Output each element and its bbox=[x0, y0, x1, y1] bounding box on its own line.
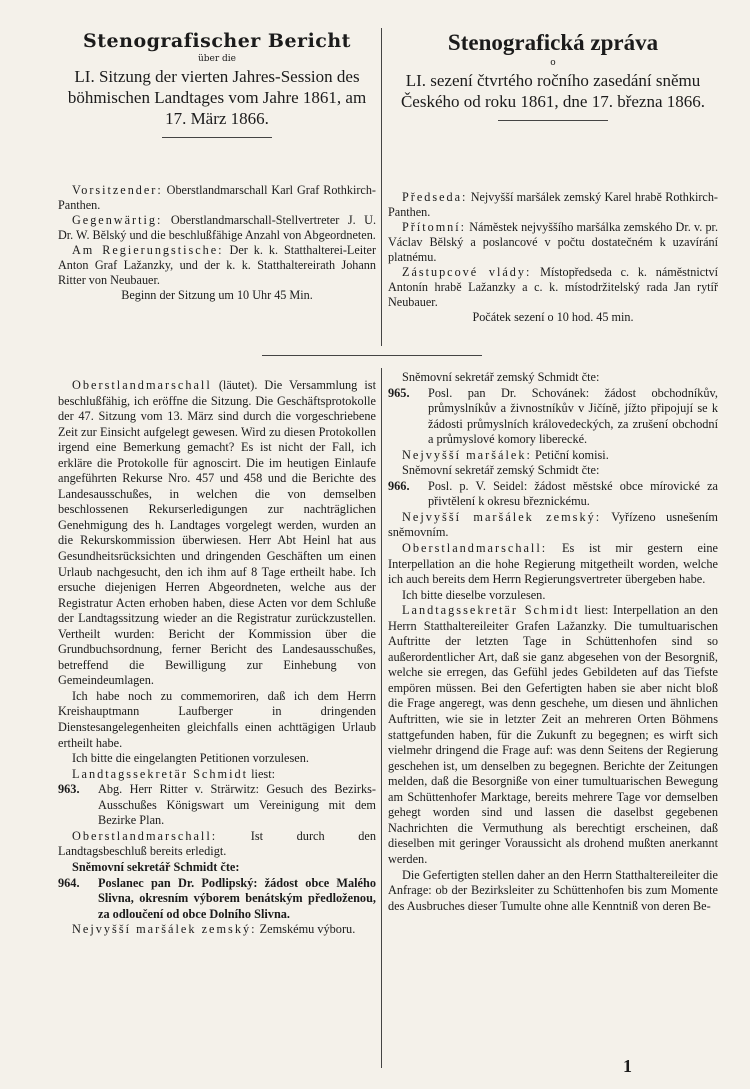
petition-number: 965. bbox=[388, 385, 410, 400]
speech-text: (läutet). Die Versammlung ist beschlußfähig, ich eröffne die Sitzung. Die Geschäftsprotokolle der 47. Sitzung vom 13. März sind durch die vorgeschriebene Zeit zur Einsicht aufgelegt gewesen. Wird zu diesen Protokollen irgend eine Bemerkung gemacht? Es ist nicht der Fall, ich erkläre die Protokolle für agnoscirt. Die im heutigen Einlaufe angeführten Rekurse Nro. 457 und 458 und die Berichte des Landesausschußes, in welchen die von demselben beschlossenen Rekurserledigungen zur nachträglichen Genehmigung des h. Landtages vorgelegt werden, wurden an die Rekurskommission überwiesen. Herr Abt Heinl hat aus Gesundheitsrücksichten und dringenden Geschäften um einen Urlaub nachgesucht, den ich ihm auf 8 Tage ertheilt habe. Ich ersuche diejenigen Herren Abgeordneten, welche aus der Registratur Acten erhoben haben, diese Acten vor dem Schluße der Landtagssitzung wieder an die Registratur zurückzustellen. Vertheilt wurden: Bericht der Kommission über die Grundbuchsordnung, ferner Bericht des Landesausschußes, betreffend die Bewilligung zur Einhebung von Gemeindeumlagen. bbox=[58, 378, 376, 688]
german-session-title: LI. Sitzung der vierten Jahres-Session des böhmischen Landtages vom Jahre 1861, am 17. März 1866. bbox=[67, 67, 367, 128]
petition-number: 966. bbox=[388, 478, 410, 493]
speaker: Landtagssekretär Schmidt bbox=[402, 603, 580, 618]
speech-text: liest: Interpellation an den Herrn Statthaltereileiter Grafen Lažanzky. Die tumultuarischen Auftritte der letzten Tage in Schüttenhofen sind so außerordentlicher Art, daß sie ganz abgesehen von der Besorgniß, welche sie erregen, das Gefühl jedes Gebildeten auf das Tiefste empören müssen. Bei den Gefertigten haben sie aber nicht bloß die Frage angeregt, was denn geschehe, um diesen und ähnlichen Auftritten, wie sie in letzter Zeit an mehreren Orten Böhmens stattgefunden haben, für die Zukunft zu begegnen; es wirft sich vielmehr dringend die Frage auf: was denn Seitens der Regierung geschehen ist, um denselben zu begegnen. Berichte der Zeitungen melden, daß die Besorgniße von einer tumultuarischen Bewegung am Schüttenhofer Marktage, bereits mehrere Tage vor demselben gehegt worden sind und lassen die daselbst gegebenen Nachrichten die Vermuthung als berechtigt erscheinen, daß dieselben mit geringer Voraussicht als drohend mußten anerkannt werden. bbox=[388, 603, 718, 866]
presence-label: Gegenwärtig: bbox=[72, 213, 163, 227]
petition-item bbox=[58, 876, 376, 923]
speech-text: Petiční komisi. bbox=[531, 447, 609, 462]
petition-text: Abg. Herr Ritter v. Strärwitz: Gesuch des Bezirks-Ausschußes Königswart um Vereinigung mit dem Bezirke Plan. bbox=[98, 782, 376, 828]
speaker: Nejvyšší maršálek: bbox=[402, 447, 532, 462]
paragraph: Ich habe noch zu commemoriren, daß ich dem Herrn Kreishauptmann Laufberger in dringenden Dienstesangelegenheiten gleichfalls einen achttägigen Urlaub ertheilt habe. bbox=[58, 688, 376, 750]
speech-text: Ist durch den Landtagsbeschluß bereits erledigt. bbox=[58, 828, 376, 859]
session-start: Beginn der Sitzung um 10 Uhr 45 Min. bbox=[121, 288, 313, 302]
presence-czech bbox=[388, 190, 718, 325]
paragraph: Sněmovní sekretář zemský Schmidt čte: bbox=[402, 370, 600, 384]
petition-number: 964. bbox=[58, 875, 80, 890]
column-divider-top bbox=[381, 28, 382, 346]
czech-title: Stenografická zpráva bbox=[447, 30, 659, 55]
presence-text: Der k. k. Statthalterei-Leiter Anton Graf Lažanzky, und der k. k. Statthaltereirath Johann Ritter von Neubauer. bbox=[58, 243, 376, 287]
speaker: Oberstlandmarschall: bbox=[402, 541, 548, 556]
speaker: Nejvyšší maršálek zemský: bbox=[72, 922, 257, 937]
header-czech bbox=[388, 30, 718, 121]
petition-item bbox=[58, 782, 376, 829]
presence-label: Přítomní: bbox=[402, 220, 467, 234]
petition-text: Poslanec pan Dr. Podlipský: žádost obce Malého Slivna, okresním výborem benátským předloženou, za odloučení od obce Dolního Slivna. bbox=[98, 875, 376, 921]
speaker: Oberstlandmarschall bbox=[72, 378, 212, 392]
czech-session-title: LI. sezení čtvrtého ročního zasedání sněmu Českého od roku 1861, dne 17. března 1866. bbox=[400, 71, 706, 111]
petition-number: 963. bbox=[58, 782, 80, 797]
paragraph: Ich bitte dieselbe vorzulesen. bbox=[402, 587, 546, 602]
petition-item bbox=[388, 386, 718, 448]
presence-text: Oberstlandmarschall Karl Graf Rothkirch-Panthen. bbox=[58, 183, 376, 212]
right-body bbox=[388, 370, 718, 1060]
presence-label: Předseda: bbox=[402, 190, 468, 204]
speech-text: Es ist mir gestern eine Interpellation an die hohe Regierung mitgetheilt worden, welche ich auch bereits dem Herrn Regierungsvertreter übergeben habe. bbox=[388, 541, 718, 587]
german-title: Stenografischer Bericht bbox=[83, 30, 351, 52]
paragraph: Ich bitte die eingelangten Petitionen vorzulesen. bbox=[72, 751, 309, 766]
presence-text: Místopředseda c. k. náměstnictví Antonín hrabě Lažanzky a c. k. místodržitelský rada Jan rytíř Neubauer. bbox=[388, 265, 718, 309]
petition-item bbox=[388, 479, 718, 510]
paragraph: Die Gefertigten stellen daher an den Herrn Statthaltereileiter die Anfrage: ob der Bezirksleiter zu Schüttenhofen bis zum Momente des Ausbruches dieser Tumulte ohne alle Kenntniß von deren Be- bbox=[388, 867, 718, 913]
paragraph: Sněmovní sekretář zemský Schmidt čte: bbox=[402, 463, 600, 478]
czech-subtitle: o bbox=[550, 58, 556, 68]
speaker: Nejvyšší maršálek zemský: bbox=[402, 509, 602, 524]
divider bbox=[498, 120, 608, 121]
presence-text: Nejvyšší maršálek zemský Karel hrabě Rothkirch-Panthen. bbox=[388, 190, 718, 219]
column-divider-body bbox=[381, 368, 382, 1068]
session-start: Počátek sezení o 10 hod. 45 min. bbox=[472, 310, 634, 324]
paragraph: Sněmovní sekretář Schmidt čte: bbox=[72, 859, 240, 874]
petition-text: Posl. pan Dr. Schovánek: žádost obchodníkův, průmyslníkův a živnostníkův v Jičíně, jížto připojují se k žádosti průmyslních královedeckých, za zrušení obchodní a průmyslové komory liberecké. bbox=[428, 385, 718, 447]
speech-text: Zemskému výboru. bbox=[256, 922, 356, 937]
speaker: Landtagssekretär Schmidt bbox=[72, 766, 249, 781]
presence-label: Vorsitzender: bbox=[72, 183, 163, 197]
presence-text: Náměstek nejvyššího maršálka zemského Dr. v. pr. Václav Bělský a poslancové v počtu dostatečném k uzavírání platnému. bbox=[388, 220, 718, 264]
page-number: 1 bbox=[623, 1056, 632, 1076]
german-subtitle: über die bbox=[197, 54, 236, 64]
presence-text: Oberstlandmarschall-Stellvertreter J. U. Dr. W. Bělský und die beschlußfähige Anzahl von Abgeordneten. bbox=[58, 213, 376, 242]
speech-text: liest: bbox=[248, 766, 276, 781]
section-divider bbox=[262, 355, 482, 356]
left-body bbox=[58, 378, 376, 1078]
header-german bbox=[58, 30, 376, 138]
speech-text: Vyřízeno usnešením sněmovním. bbox=[388, 509, 718, 540]
presence-german bbox=[58, 183, 376, 303]
petition-text: Posl. p. V. Seidel: žádost městské obce mírovické za přivtělení k okresu březnickému. bbox=[428, 478, 718, 509]
presence-label: Am Regierungstische: bbox=[72, 243, 224, 257]
presence-label: Zástupcové vlády: bbox=[402, 265, 532, 279]
divider bbox=[162, 137, 272, 138]
speaker: Oberstlandmarschall: bbox=[72, 828, 218, 843]
